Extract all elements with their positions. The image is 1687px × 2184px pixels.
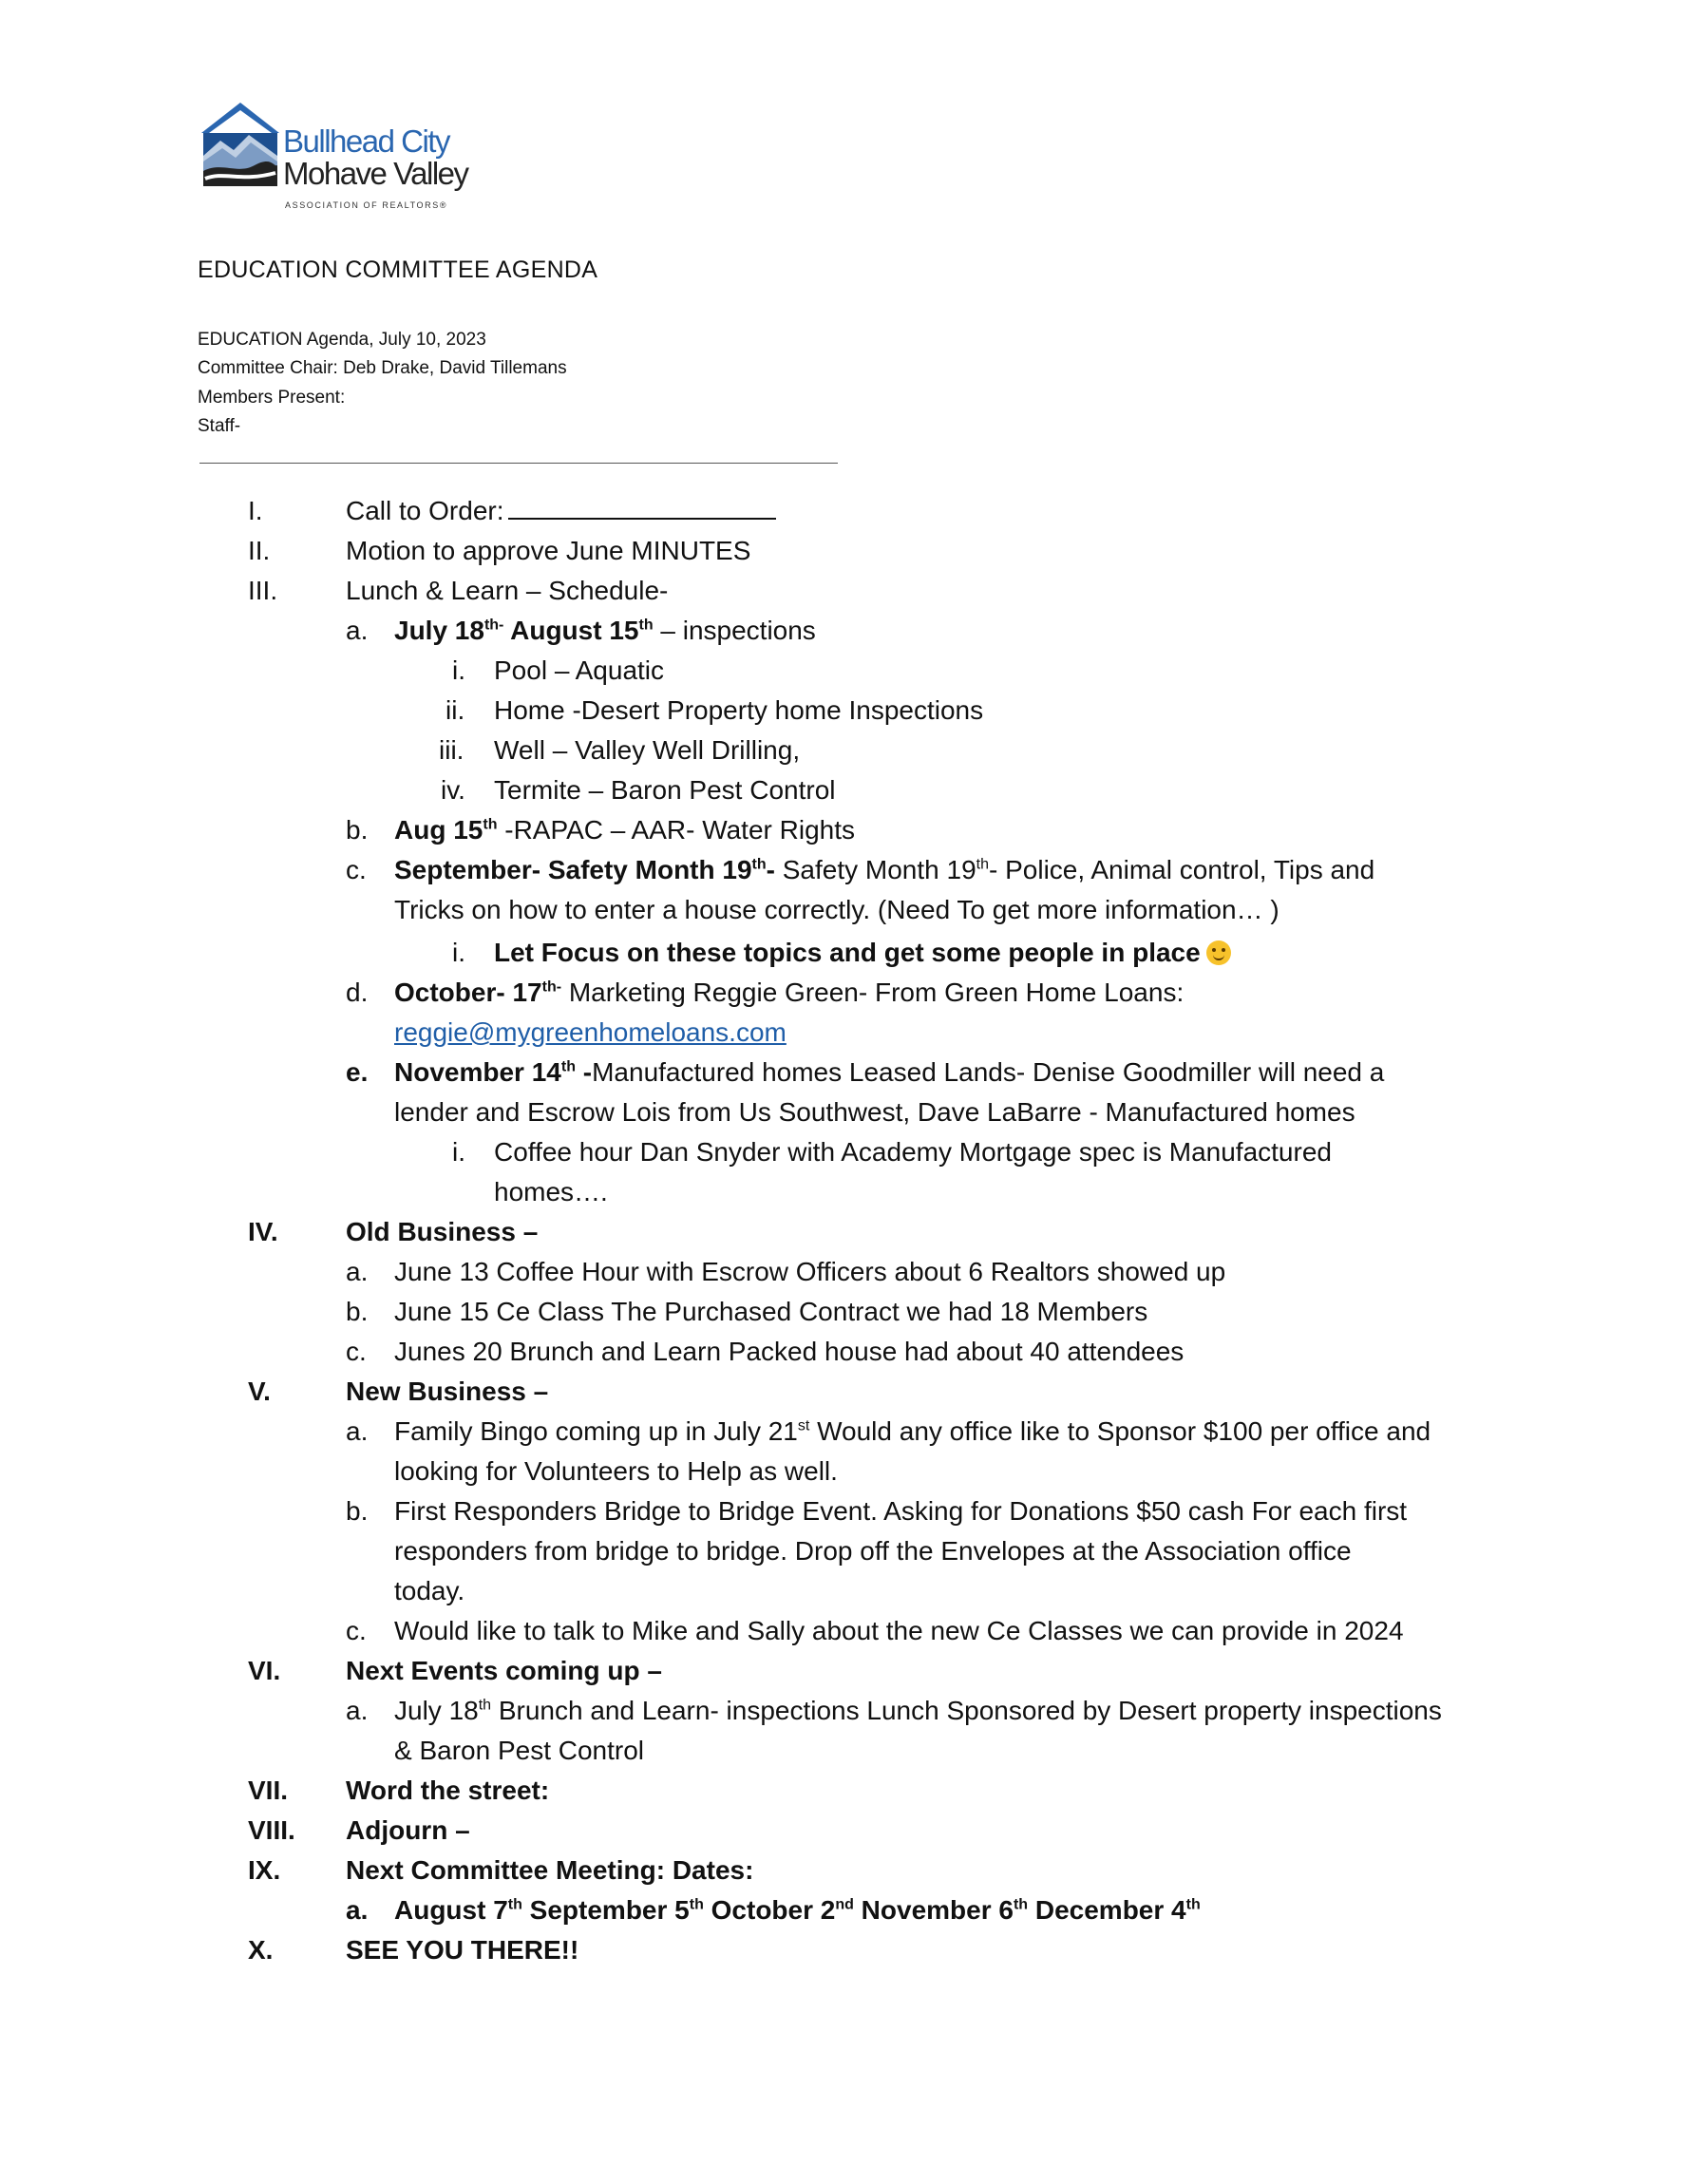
bridge-event-cont: responders from bridge to bridge. Drop off the Envelopes at the Association office bbox=[394, 1536, 1352, 1566]
item-number: V. bbox=[248, 1377, 271, 1406]
sub-number: a. bbox=[346, 1257, 369, 1286]
sub-sub-number: i. bbox=[452, 938, 465, 967]
page-title: EDUCATION COMMITTEE AGENDA bbox=[198, 256, 598, 283]
july-august-inspections: July $18^{th-}$ August 15th – inspections bbox=[394, 616, 816, 645]
item-number: VIII. bbox=[248, 1815, 295, 1845]
inspection-item: Home -Desert Property home Inspections bbox=[494, 695, 984, 725]
bridge-event: First Responders Bridge to Bridge Event. Asking for Donations $50 cash For each first bbox=[394, 1496, 1408, 1526]
brunch-learn-cont: & Baron Pest Control bbox=[394, 1736, 645, 1765]
call-to-order: Call to Order: bbox=[346, 496, 776, 526]
sub-sub-number: iii. bbox=[439, 735, 464, 765]
agenda-date: EDUCATION Agenda, July 10, 2023 bbox=[198, 330, 486, 350]
staff-label: Staff- bbox=[198, 416, 241, 436]
focus-topics: Let Focus on these topics and get some people in place bbox=[494, 938, 1231, 968]
sub-sub-number: ii. bbox=[445, 695, 465, 725]
blank-field bbox=[508, 499, 776, 520]
sub-number: e. bbox=[346, 1057, 369, 1087]
coffee-hour: Coffee hour Dan Snyder with Academy Mortgage spec is Manufactured bbox=[494, 1137, 1332, 1167]
smiley-face-icon bbox=[1206, 940, 1231, 965]
sub-number: a. bbox=[346, 1696, 369, 1725]
next-events-heading: Next Events coming up – bbox=[346, 1656, 662, 1685]
family-bingo: Family Bingo coming up in July 21st Would any office like to Sponsor $100 per office and bbox=[394, 1416, 1431, 1446]
old-business-item: June 15 Ce Class The Purchased Contract we had 18 Members bbox=[394, 1297, 1148, 1326]
safety-month-cont: Tricks on how to enter a house correctly. (Need To get more information… ) bbox=[394, 895, 1279, 924]
sub-number: b. bbox=[346, 1297, 369, 1326]
committee-chair: Committee Chair: Deb Drake, David Tillemans bbox=[198, 358, 567, 378]
october-marketing: October- $17^{th-}$ Marketing Reggie Green- From Green Home Loans: bbox=[394, 978, 1185, 1007]
email-link[interactable]: reggie@mygreenhomeloans.com bbox=[394, 1017, 787, 1047]
sub-number: a. bbox=[346, 616, 369, 645]
bridge-event-cont2: today. bbox=[394, 1576, 465, 1605]
item-number: I. bbox=[248, 496, 263, 525]
item-number: III. bbox=[248, 576, 278, 605]
sub-number: b. bbox=[346, 1496, 369, 1526]
sub-number: c. bbox=[346, 855, 367, 884]
rapac-water-rights: Aug 15th -RAPAC – AAR- Water Rights bbox=[394, 815, 856, 845]
new-business-heading: New Business – bbox=[346, 1377, 549, 1406]
item-number: II. bbox=[248, 536, 271, 565]
members-present: Members Present: bbox=[198, 388, 346, 408]
association-logo bbox=[199, 99, 484, 215]
adjourn: Adjourn – bbox=[346, 1815, 470, 1845]
item-number: VI. bbox=[248, 1656, 281, 1685]
meeting-dates: August 7th September 5th October 2nd November 6th December 4th bbox=[394, 1895, 1201, 1925]
logo-valley-text: Mohave Valley bbox=[283, 156, 468, 191]
sub-number: b. bbox=[346, 815, 369, 845]
motion-minutes: Motion to approve June MINUTES bbox=[346, 536, 751, 565]
item-number: VII. bbox=[248, 1776, 289, 1805]
brunch-learn: July 18th Brunch and Learn- inspections Lunch Sponsored by Desert property inspections bbox=[394, 1696, 1442, 1725]
logo-city-text: Bullhead City bbox=[283, 123, 449, 159]
sub-number: a. bbox=[346, 1416, 369, 1446]
sub-number: a. bbox=[346, 1895, 369, 1925]
item-number: IV. bbox=[248, 1217, 278, 1246]
inspection-item: Well – Valley Well Drilling, bbox=[494, 735, 801, 765]
family-bingo-cont: looking for Volunteers to Help as well. bbox=[394, 1456, 838, 1486]
next-meeting-heading: Next Committee Meeting: Dates: bbox=[346, 1855, 754, 1885]
item-number: X. bbox=[248, 1935, 274, 1965]
ce-classes: Would like to talk to Mike and Sally about the new Ce Classes we can provide in 2024 bbox=[394, 1616, 1404, 1645]
inspection-item: Termite – Baron Pest Control bbox=[494, 775, 836, 805]
sub-sub-number: i. bbox=[452, 655, 465, 685]
old-business-item: June 13 Coffee Hour with Escrow Officers about 6 Realtors showed up bbox=[394, 1257, 1226, 1286]
see-you-there: SEE YOU THERE!! bbox=[346, 1935, 579, 1965]
coffee-hour-cont: homes…. bbox=[494, 1177, 608, 1206]
sub-number: d. bbox=[346, 978, 369, 1007]
november-cont: lender and Escrow Lois from Us Southwest, Dave LaBarre - Manufactured homes bbox=[394, 1097, 1355, 1127]
old-business-item: Junes 20 Brunch and Learn Packed house had about 40 attendees bbox=[394, 1337, 1185, 1366]
sub-number: c. bbox=[346, 1616, 367, 1645]
sub-sub-number: iv. bbox=[441, 775, 465, 805]
sub-sub-number: i. bbox=[452, 1137, 465, 1167]
house-mountain-logo-icon bbox=[199, 99, 281, 190]
lunch-learn-heading: Lunch & Learn – Schedule- bbox=[346, 576, 669, 605]
word-street: Word the street: bbox=[346, 1776, 550, 1805]
item-number: IX. bbox=[248, 1855, 281, 1885]
divider bbox=[199, 463, 838, 464]
sub-number: c. bbox=[346, 1337, 367, 1366]
old-business-heading: Old Business – bbox=[346, 1217, 539, 1246]
safety-month: September- Safety Month 19th- Safety Month 19th- Police, Animal control, Tips and bbox=[394, 855, 1375, 884]
logo-association-text: ASSOCIATION OF REALTORS® bbox=[285, 200, 448, 210]
inspection-item: Pool – Aquatic bbox=[494, 655, 665, 685]
november-manufactured-homes: November 14th -Manufactured homes Leased Lands- Denise Goodmiller will need a bbox=[394, 1057, 1385, 1087]
